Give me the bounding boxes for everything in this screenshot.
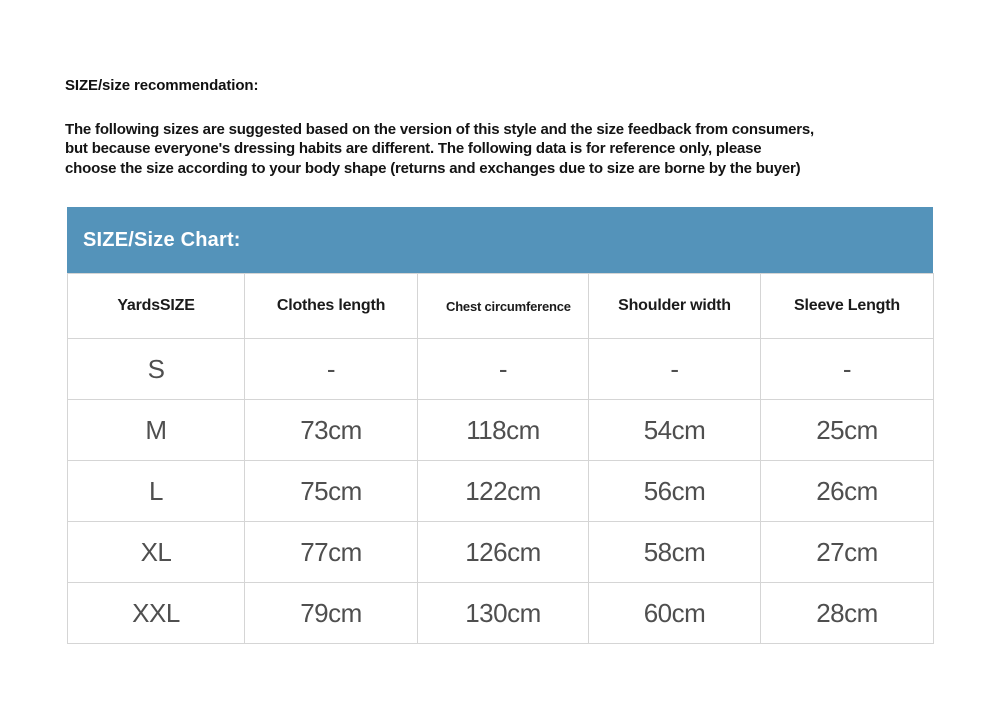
size-row-s <box>68 339 934 400</box>
intro-line-3: choose the size according to your body shape (returns and exchanges due to size are borne by the buyer) <box>65 159 801 177</box>
value-cell: 118cm <box>418 400 589 461</box>
size-recommendation-paragraph <box>65 120 814 178</box>
value-cell: 122cm <box>418 461 589 522</box>
intro-line-2: but because everyone's dressing habits are different. The following data is for reference only, please <box>65 140 762 158</box>
column-header-clothes-length: Clothes length <box>245 274 418 339</box>
size-row-xxl <box>68 583 934 644</box>
value-cell: 73cm <box>245 400 418 461</box>
value-cell: 79cm <box>245 583 418 644</box>
size-chart-title-bar <box>67 207 933 273</box>
value-cell: 27cm <box>761 522 934 583</box>
value-cell: 26cm <box>761 461 934 522</box>
size-row-xl <box>68 522 934 583</box>
value-cell: - <box>589 339 761 400</box>
value-cell: 25cm <box>761 400 934 461</box>
value-cell: - <box>245 339 418 400</box>
size-table-header-row <box>68 274 934 339</box>
size-cell: M <box>68 400 245 461</box>
size-table <box>67 273 934 644</box>
column-header-yards-size: YardsSIZE <box>68 274 245 339</box>
value-cell: 28cm <box>761 583 934 644</box>
value-cell: 54cm <box>589 400 761 461</box>
size-cell: XL <box>68 522 245 583</box>
column-header-chest-circumference: Chest circumference <box>418 274 589 339</box>
column-header-shoulder-width: Shoulder width <box>589 274 761 339</box>
value-cell: 58cm <box>589 522 761 583</box>
value-cell: - <box>418 339 589 400</box>
size-row-l <box>68 461 934 522</box>
size-row-m <box>68 400 934 461</box>
value-cell: 75cm <box>245 461 418 522</box>
value-cell: 60cm <box>589 583 761 644</box>
size-chart-title: SIZE/Size Chart: <box>83 228 241 251</box>
size-chart-section <box>67 207 933 644</box>
column-header-sleeve-length: Sleeve Length <box>761 274 934 339</box>
value-cell: - <box>761 339 934 400</box>
value-cell: 126cm <box>418 522 589 583</box>
size-cell: S <box>68 339 245 400</box>
value-cell: 77cm <box>245 522 418 583</box>
intro-line-1: The following sizes are suggested based on the version of this style and the size feedback from consumers, <box>65 121 814 138</box>
size-cell: L <box>68 461 245 522</box>
value-cell: 130cm <box>418 583 589 644</box>
value-cell: 56cm <box>589 461 761 522</box>
size-cell: XXL <box>68 583 245 644</box>
size-recommendation-heading: SIZE/size recommendation: <box>65 77 259 94</box>
